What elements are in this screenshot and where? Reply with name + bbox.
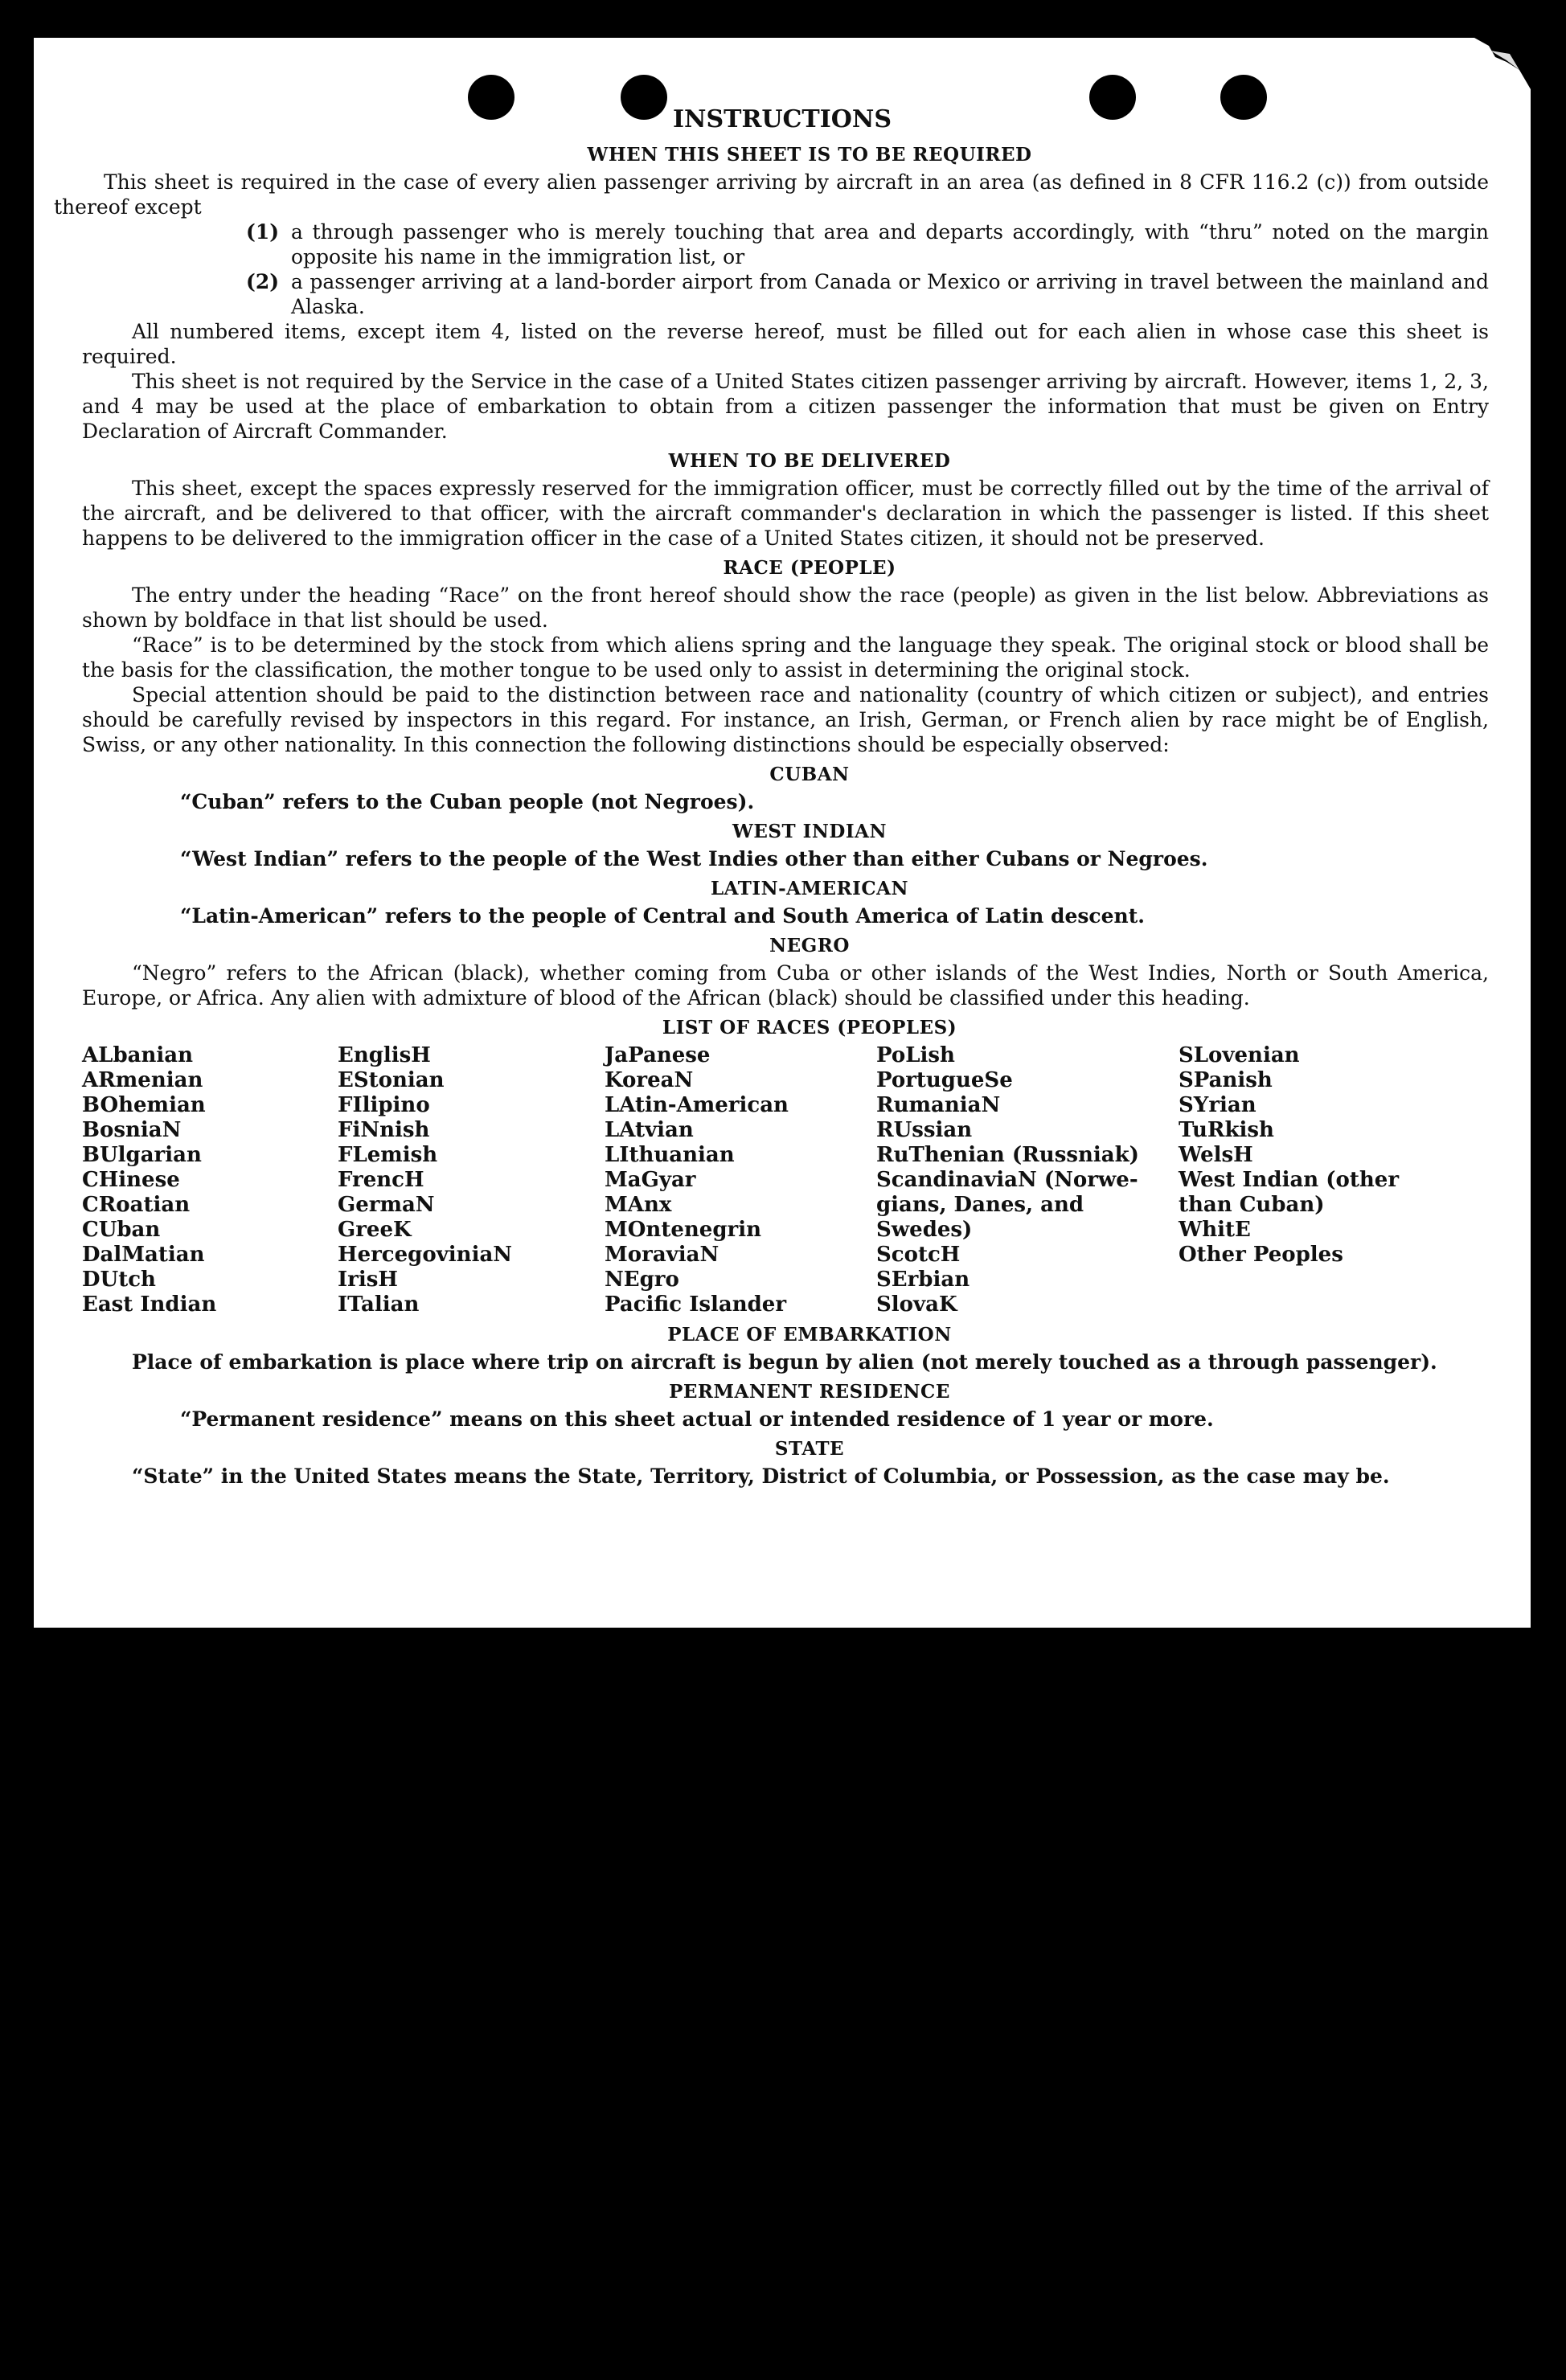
paragraph: “Race” is to be determined by the stock from which aliens spring and the language they speak. The original stock or blood shall be the basis for the classification, the mother tongue to be used only to assist in determining the original stock. (82, 633, 1489, 682)
race-item: GreeK (338, 1218, 412, 1242)
definition: “State” in the United States means the State, Territory, District of Columbia, or Possession, as the case may be. (132, 1464, 1390, 1488)
section-heading: PERMANENT RESIDENCE (669, 1381, 950, 1403)
race-item: RumaniaN (876, 1093, 1001, 1117)
section-heading: RACE (PEOPLE) (723, 557, 896, 579)
races-column (605, 1043, 876, 1317)
definition: Place of embarkation is place where trip on aircraft is begun by alien (not merely touched as a through passenger). (132, 1350, 1437, 1374)
race-item: NEgro (605, 1268, 679, 1292)
race-item: Pacific Islander (605, 1292, 787, 1317)
paragraph: All numbered items, except item 4, listed on the reverse hereof, must be filled out for each alien in whose case this sheet is required. (82, 320, 1489, 368)
races-column (876, 1043, 1179, 1317)
paragraph: The entry under the heading “Race” on the front hereof should show the race (people) as given in the list below. Abbreviations as shown by boldface in that list should be used. (82, 584, 1489, 632)
section-heading: WEST INDIAN (732, 821, 887, 842)
race-item: WelsH (1179, 1143, 1253, 1167)
race-item: Swedes) (876, 1218, 973, 1242)
race-item: FrencH (338, 1168, 424, 1192)
page-title: INSTRUCTIONS (673, 105, 892, 133)
race-item: SlovaK (876, 1292, 957, 1317)
race-item: BosniaN (82, 1118, 182, 1142)
race-item: BOhemian (82, 1093, 206, 1117)
race-item: SErbian (876, 1268, 970, 1292)
race-item: LIthuanian (605, 1143, 735, 1167)
race-item: ARmenian (82, 1068, 203, 1092)
race-item: MAnx (605, 1193, 672, 1217)
paragraph: Special attention should be paid to the distinction between race and nationality (country of which citizen or subject), and entries should be carefully revised by inspectors in this regard. For instance, an Irish, German, or French alien by race might be of English, Swiss, or any other nationality. In this connection the following distinctions should be especially observed: (82, 683, 1489, 756)
race-item: MOntenegrin (605, 1218, 761, 1242)
paragraph: This sheet is required in the case of every alien passenger arriving by aircraft in an area (as defined in 8 CFR 116.2 (c)) from outside thereof except (54, 170, 1489, 219)
race-item: than Cuban) (1179, 1193, 1325, 1217)
section-heading: CUBAN (769, 764, 850, 785)
race-item: KoreaN (605, 1068, 694, 1092)
race-item: SPanish (1179, 1068, 1273, 1092)
definition: “West Indian” refers to the people of the West Indies other than either Cubans or Negroes. (180, 847, 1208, 870)
race-item: FiNnish (338, 1118, 430, 1142)
race-item: Other Peoples (1179, 1243, 1343, 1267)
race-item: LAtin-American (605, 1093, 789, 1117)
race-item: CUban (82, 1218, 161, 1242)
race-item: CRoatian (82, 1193, 191, 1217)
paragraph: a passenger arriving at a land-border airport from Canada or Mexico or arriving in travel between the mainland and Alaska. (291, 270, 1489, 318)
paragraph: This sheet is not required by the Service in the case of a United States citizen passenger arriving by aircraft. However, items 1, 2, 3, and 4 may be used at the place of embarkation to obtain from a citizen passenger the information that must be given on Entry Declaration of Aircraft Commander. (82, 370, 1489, 443)
race-item: RuThenian (Russniak) (876, 1143, 1139, 1167)
races-list (82, 1043, 1489, 1317)
race-item: BUlgarian (82, 1143, 202, 1167)
race-item: ITalian (338, 1292, 420, 1317)
race-item: West Indian (other (1179, 1168, 1400, 1192)
race-item: FLemish (338, 1143, 438, 1167)
race-item: TuRkish (1179, 1118, 1274, 1142)
race-item: WhitE (1179, 1218, 1251, 1242)
race-item: FIlipino (338, 1093, 430, 1117)
definition: “Latin-American” refers to the people of Central and South America of Latin descent. (180, 904, 1145, 928)
race-item: PoLish (876, 1043, 955, 1067)
race-item: SLovenian (1179, 1043, 1300, 1067)
races-column (1179, 1043, 1420, 1317)
section-heading: STATE (774, 1438, 845, 1460)
race-item: ScandinaviaN (Norwe- (876, 1168, 1138, 1192)
list-item: (1) a through passenger who is merely touching that area and departs accordingly, with “thru” noted on the margin opposite his name in the immigration list, or (246, 220, 1489, 268)
definition: “Permanent residence” means on this sheet actual or intended residence of 1 year or more. (180, 1407, 1214, 1431)
race-item: PortugueSe (876, 1068, 1013, 1092)
race-item: MaGyar (605, 1168, 696, 1192)
instructions-body (54, 137, 1489, 1492)
race-item: GermaN (338, 1193, 435, 1217)
race-item: CHinese (82, 1168, 180, 1192)
section-heading: PLACE OF EMBARKATION (667, 1324, 952, 1346)
race-item: JaPanese (605, 1043, 711, 1067)
race-item: gians, Danes, and (876, 1193, 1084, 1217)
race-item: ScotcH (876, 1243, 961, 1267)
paragraph: This sheet, except the spaces expressly reserved for the immigration officer, must be correctly filled out by the time of the arrival of the aircraft, and be delivered to that officer, with the aircraft commander's declaration in which the passenger is listed. If this sheet happens to be delivered to the immigration officer in the case of a United States citizen, it should not be preserved. (82, 477, 1489, 550)
list-item: (2) a passenger arriving at a land-border airport from Canada or Mexico or arriving in travel between the mainland and Alaska. (246, 270, 1489, 318)
race-item: HercegoviniaN (338, 1243, 513, 1267)
section-heading: LIST OF RACES (PEOPLES) (662, 1017, 957, 1038)
paragraph: a through passenger who is merely touching that area and departs accordingly, with “thru” noted on the margin opposite his name in the immigration list, or (291, 220, 1489, 268)
section-heading: NEGRO (769, 935, 850, 957)
torn-corner (1442, 38, 1531, 89)
races-column (338, 1043, 605, 1317)
race-item: MoraviaN (605, 1243, 719, 1267)
race-item: IrisH (338, 1268, 398, 1292)
document-sheet (34, 38, 1531, 1628)
race-item: ALbanian (82, 1043, 194, 1067)
race-item: RUssian (876, 1118, 973, 1142)
section-heading: LATIN-AMERICAN (710, 878, 909, 899)
race-item: DalMatian (82, 1243, 205, 1267)
race-item: DUtch (82, 1268, 156, 1292)
races-column (82, 1043, 338, 1317)
race-item: LAtvian (605, 1118, 694, 1142)
race-item: East Indian (82, 1292, 217, 1317)
section-heading: WHEN THIS SHEET IS TO BE REQUIRED (587, 144, 1032, 166)
definition: “Negro” refers to the African (black), whether coming from Cuba or other islands of the West Indies, North or South America, Europe, or Africa. Any alien with admixture of blood of the African (black) should be classified under this heading. (82, 961, 1489, 1010)
race-item: EStonian (338, 1068, 445, 1092)
definition: “Cuban” refers to the Cuban people (not Negroes). (180, 790, 755, 813)
race-item: EnglisH (338, 1043, 431, 1067)
section-heading: WHEN TO BE DELIVERED (668, 450, 951, 472)
race-item: SYrian (1179, 1093, 1256, 1117)
